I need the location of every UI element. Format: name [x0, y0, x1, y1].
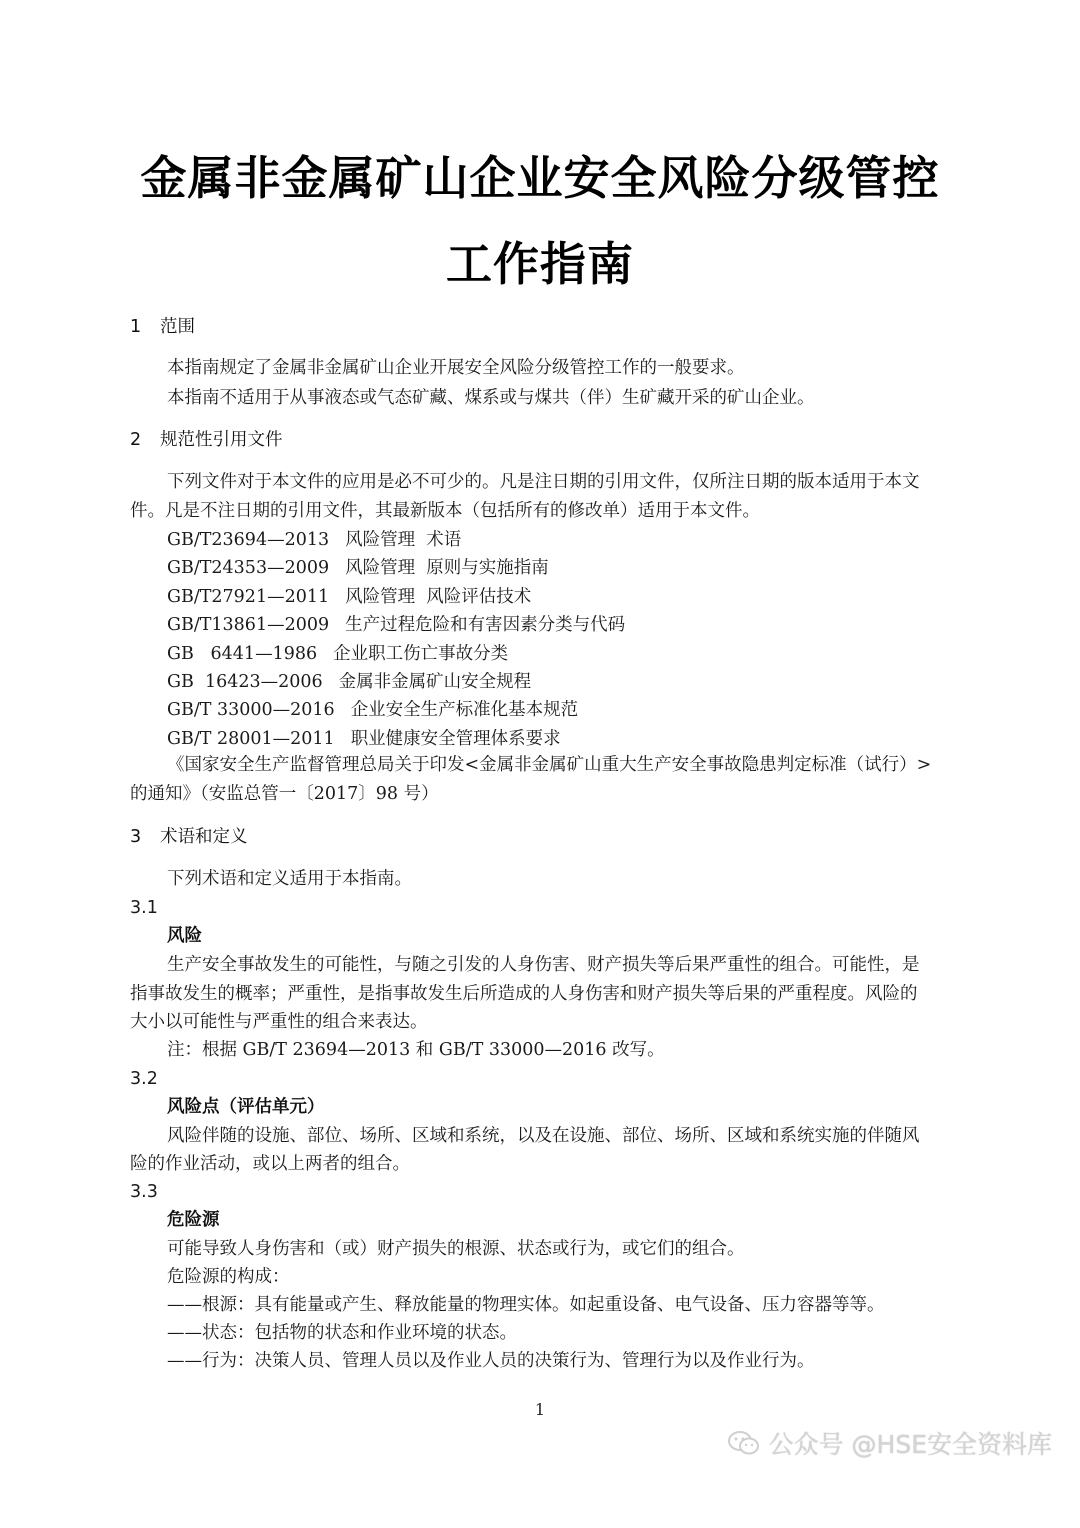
page-number: 1 [534, 1400, 546, 1419]
term-3-3-definition-line4: ——状态：包括物的状态和作业环境的状态。 [167, 1323, 517, 1343]
term-3-1-definition-line2: 指事故发生的概率；严重性，是指事故发生后所造成的人身伤害和财产损失等后果的严重程度。风险的 [130, 984, 918, 1004]
term-3-2-definition-line1: 风险伴随的设施、部位、场所、区域和系统，以及在设施、部位、场所、区域和系统实施的伴随风 [167, 1126, 920, 1146]
term-3-2-title: 风险点（评估单元） [167, 1097, 325, 1117]
section-2-heading [130, 428, 283, 452]
reference-item [167, 727, 561, 751]
watermark-text: 公众号 @HSE安全资料库 [768, 1430, 1052, 1459]
wechat-icon [727, 1429, 761, 1457]
term-3-3-definition-line2: 危险源的构成： [167, 1267, 290, 1287]
reference-code: GB/T 33000—2016 [167, 700, 335, 721]
section-1-heading [130, 315, 195, 339]
reference-code: GB/T23694—2013 [167, 530, 330, 550]
section-3-heading [130, 825, 248, 849]
term-3-3-definition-line1: 可能导致人身伤害和（或）财产损失的根源、状态或行为，或它们的组合。 [167, 1239, 745, 1259]
section-2-number: 2 [130, 430, 142, 450]
section-3-title: 术语和定义 [160, 827, 248, 847]
reference-item [167, 642, 508, 666]
reference-code: GB/T24353—2009 [167, 558, 330, 579]
reference-item [167, 556, 549, 580]
term-3-3-definition-line3: ——根源：具有能量或产生、释放能量的物理实体。如起重设备、电气设备、压力容器等等。 [167, 1295, 885, 1315]
section-2-paragraph-line1: 下列文件对于本文件的应用是必不可少的。凡是注日期的引用文件，仅所注日期的版本适用于本文 [167, 472, 920, 492]
watermark [727, 1425, 1052, 1461]
term-3-3-title: 危险源 [167, 1210, 220, 1230]
section-1-number: 1 [130, 317, 142, 337]
section-1-paragraph-1: 本指南规定了金属非金属矿山企业开展安全风险分级管控工作的一般要求。 [167, 358, 745, 378]
section-1-title: 范围 [160, 317, 195, 337]
section-2-title: 规范性引用文件 [160, 430, 283, 450]
reference-name: 生产过程危险和有害因素分类与代码 [345, 615, 626, 636]
reference-name: 风险管理 风险评估技术 [345, 586, 532, 607]
reference-item [167, 613, 625, 637]
reference-code: GB/T 28001—2011 [167, 728, 335, 749]
reference-item [167, 698, 578, 722]
reference-name: 金属非金属矿山安全规程 [338, 672, 532, 692]
doc-title-line1: 金属非金属矿山企业安全风险分级管控 [140, 151, 940, 205]
term-3-2-definition-line2: 险的作业活动，或以上两者的组合。 [130, 1154, 410, 1174]
reference-item [167, 585, 531, 609]
term-3-1-number: 3.1 [130, 898, 158, 918]
section-3-intro: 下列术语和定义适用于本指南。 [167, 869, 412, 889]
reference-name: 风险管理 原则与实施指南 [345, 558, 549, 579]
term-3-2-number: 3.2 [130, 1069, 158, 1089]
reference-name: 风险管理 术语 [345, 530, 462, 550]
reference-name: 企业安全生产标准化基本规范 [350, 700, 579, 721]
reference-code: GB 6441—1986 [167, 643, 318, 664]
notice-reference-line1: 《国家安全生产监督管理总局关于印发<金属非金属矿山重大生产安全事故隐患判定标准（试行）> [167, 755, 932, 775]
term-3-1-title: 风险 [167, 926, 202, 946]
reference-item [167, 670, 531, 694]
reference-code: GB 16423—2006 [167, 672, 323, 692]
reference-name: 企业职工伤亡事故分类 [333, 643, 509, 664]
reference-item [167, 528, 461, 552]
term-3-1-note: 注：根据 GB/T 23694—2013 和 GB/T 33000—2016 改写。 [167, 1040, 665, 1060]
section-2-paragraph-line2: 件。凡是不注日期的引用文件，其最新版本（包括所有的修改单）适用于本文件。 [130, 501, 760, 521]
reference-code: GB/T13861—2009 [167, 615, 330, 636]
term-3-1-definition-line1: 生产安全事故发生的可能性，与随之引发的人身伤害、财产损失等后果严重性的组合。可能性，是 [167, 955, 920, 975]
doc-title-line2: 工作指南 [446, 237, 634, 291]
reference-code: GB/T27921—2011 [167, 586, 330, 607]
section-3-number: 3 [130, 827, 142, 847]
section-1-paragraph-2: 本指南不适用于从事液态或气态矿藏、煤系或与煤共（伴）生矿藏开采的矿山企业。 [167, 388, 815, 408]
term-3-1-definition-line3: 大小以可能性与严重性的组合来表达。 [130, 1012, 428, 1032]
term-3-3-number: 3.3 [130, 1182, 158, 1202]
reference-name: 职业健康安全管理体系要求 [350, 728, 561, 749]
notice-reference-line2: 的通知》（安监总管一〔2017〕98 号） [130, 784, 439, 804]
term-3-3-definition-line5: ——行为：决策人员、管理人员以及作业人员的决策行为、管理行为以及作业行为。 [167, 1351, 815, 1371]
